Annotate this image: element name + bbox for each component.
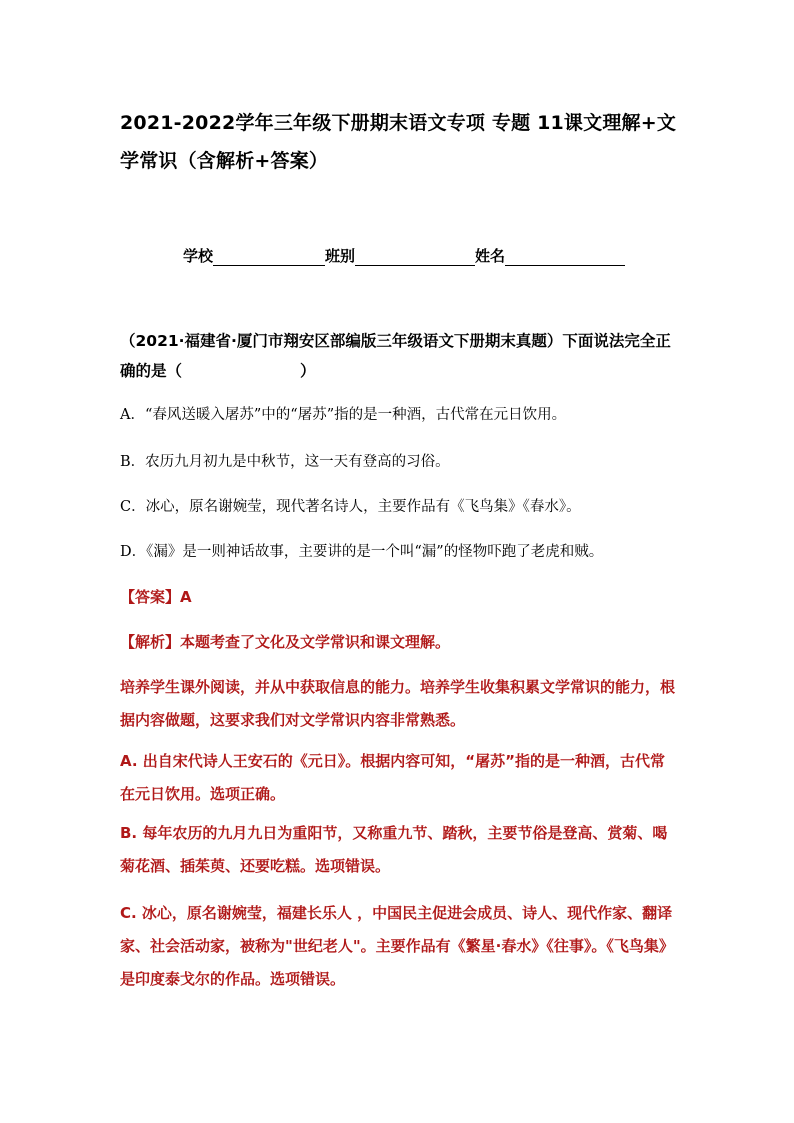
name-label: 姓名	[475, 247, 506, 265]
explanation-paragraph: 培养学生课外阅读，并从中获取信息的能力。培养学生收集积累文学常识的能力，根据内容做题，这要求我们对文学常识内容非常熟悉。	[120, 678, 676, 729]
answer-label: 【答案】	[120, 588, 181, 606]
option-b: B．农历九月初九是中秋节，这一天有登高的习俗。	[120, 454, 450, 470]
class-label: 班别	[325, 247, 356, 265]
class-blank[interactable]	[355, 247, 475, 266]
explanation-paragraph-b: B. 每年农历的九月九日为重阳节，又称重九节、踏秋，主要节俗是登高、赏菊、喝菊花酒、插茱萸、还要吃糕。选项错误。	[120, 824, 668, 875]
explanation-intro: 本题考查了文化及文学常识和课文理解。	[180, 633, 451, 651]
student-info-row	[183, 242, 625, 266]
answer-value: A	[180, 588, 192, 606]
school-label: 学校	[183, 247, 214, 265]
school-blank[interactable]	[213, 247, 325, 266]
explanation-line	[120, 630, 680, 654]
answer-line	[120, 585, 680, 609]
explanation-label: 【解析】	[120, 633, 181, 651]
question-stem	[120, 326, 680, 386]
question-text: 下面说法完全正确的是（	[120, 332, 671, 380]
question-source: （2021·福建省·厦门市翔安区部编版三年级语文下册期末真题）	[120, 332, 563, 350]
option-a: A．“春风送暖入屠苏”中的“屠苏”指的是一种酒，古代常在元日饮用。	[120, 407, 567, 423]
page-title: 2021-2022学年三年级下册期末语文专项 专题 11课文理解+文学常识（含解析+答案）	[120, 112, 677, 172]
question-close-paren: ）	[300, 362, 316, 380]
name-blank[interactable]	[505, 247, 625, 266]
option-d: D．《漏》是一则神话故事，主要讲的是一个叫“漏”的怪物吓跑了老虎和贼。	[120, 544, 604, 560]
explanation-paragraph-c: C. 冰心，原名谢婉莹，福建长乐人 ，中国民主促进会成员、诗人、现代作家、翻译家、社会活动家，被称为"世纪老人"。主要作品有《繁星·春水》《往事》。《飞鸟集》是印度泰戈尔的作品。选项错误。	[120, 904, 674, 988]
option-c: C．冰心，原名谢婉莹，现代著名诗人，主要作品有《飞鸟集》《春水》。	[120, 499, 581, 515]
explanation-paragraph-a: A. 出自宋代诗人王安石的《元日》。根据内容可知，“屠苏”指的是一种酒，古代常在元日饮用。选项正确。	[120, 752, 666, 803]
